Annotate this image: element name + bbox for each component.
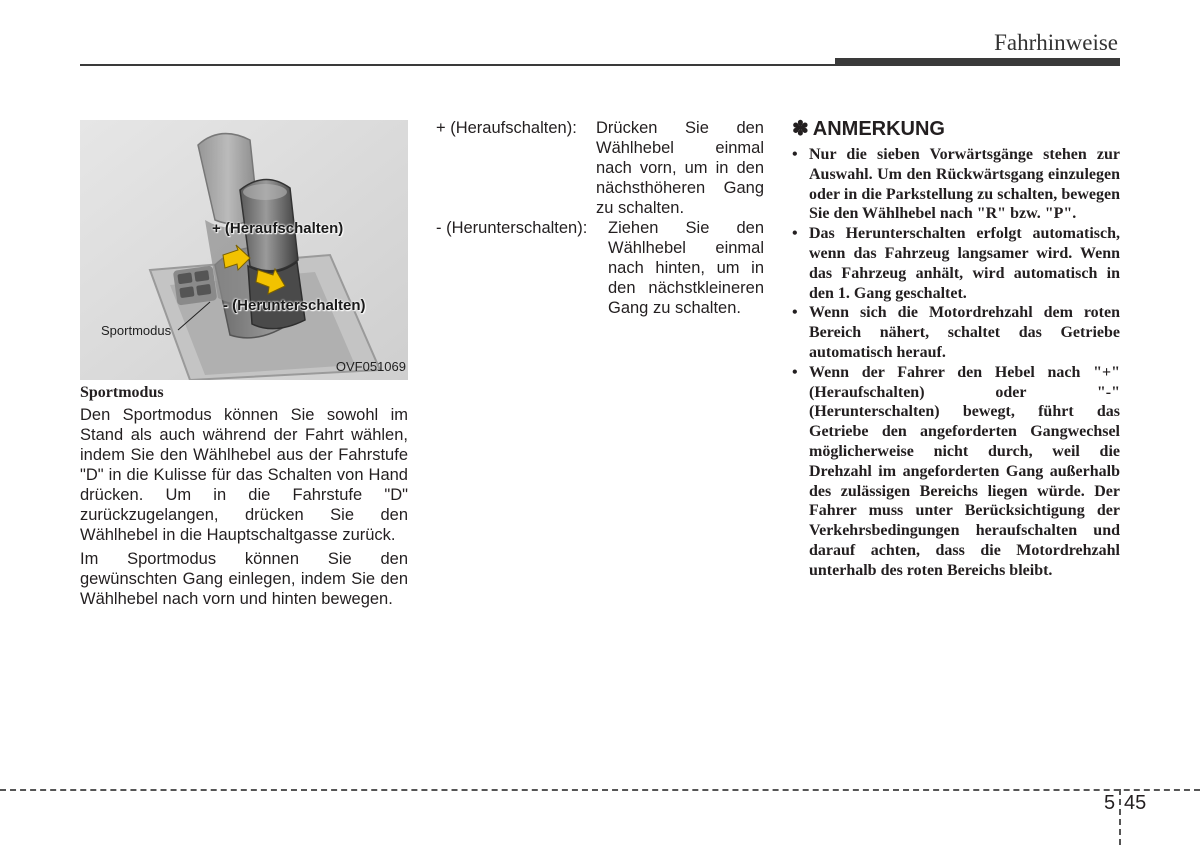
note-heading-text: ANMERKUNG	[812, 118, 945, 140]
sport-mode-callout: Sportmodus	[101, 323, 172, 338]
upshift-label: + (Heraufschalten)	[212, 220, 344, 237]
bullet-icon: •	[792, 363, 798, 381]
note-item: • Wenn der Fahrer den Hebel nach "+" (Heraufschalten) oder "-" (Herunterschalten) bewegt, führt das Getriebe den angeforderten Gangwechsel möglicherweise nicht durch, weil die Drehzahl im angeforderten Gang außerhalb des zulässigen Bereichs liegen würde. Der Fahrer muss unter Berücksichtigung der Verkehrsbedingungen heraufschalten und darauf achten, dass die Motordrehzahl unterhalb des roten Bereichs bleibt.	[792, 363, 1120, 579]
bullet-icon: •	[792, 304, 798, 322]
upshift-definition	[436, 118, 764, 218]
figure-code: OVF051069	[335, 359, 406, 374]
downshift-definition	[436, 218, 764, 338]
note-box	[792, 116, 1120, 581]
gear-shifter-figure	[80, 120, 408, 380]
bullet-icon: •	[792, 225, 798, 243]
paragraph-1: Den Sportmodus können Sie sowohl im Stand als auch während der Fahrt wählen, indem Sie den Wählhebel aus der Fahrstufe "D" in die Kulisse für das Schalten von Hand drücken. Um in die Fahrstufe "D" zurückzugelangen, drücken Sie den Wählhebel in die Hauptschaltgasse zurück.	[80, 406, 408, 544]
downshift-description: Ziehen Sie den Wählhebel einmal nach hinten, um in den nächstkleineren Gang zu schalten.	[608, 219, 764, 317]
page-number: 45	[1124, 792, 1147, 814]
note-list	[792, 145, 1120, 581]
gear-shifter-illustration	[80, 120, 408, 380]
note-item: • Nur die sieben Vorwärtsgänge stehen zur Auswahl. Um den Rückwärtsgang einzulegen oder in die Parkstellung zu schalten, bewegen Sie den Wählhebel nach "R" bzw. "P".	[792, 146, 1120, 223]
note-heading	[792, 116, 1120, 141]
upshift-description: Drücken Sie den Wählhebel einmal nach vorn, um in den nächsthöheren Gang zu schalten.	[596, 119, 764, 217]
left-column	[80, 384, 408, 613]
note-item: • Wenn sich die Motordrehzahl dem roten Bereich nähert, schaltet das Getriebe automatisch herauf.	[792, 304, 1120, 361]
asterisk-icon: ✽	[792, 118, 809, 140]
downshift-term: - (Herunterschalten):	[436, 219, 588, 237]
header-rule-accent	[835, 58, 1120, 66]
section-heading: Sportmodus	[80, 384, 164, 401]
page-header-title: Fahrhinweise	[994, 30, 1118, 55]
bullet-icon: •	[792, 146, 798, 163]
note-item: • Das Herunterschalten erfolgt automatisch, wenn das Fahrzeug langsamer wird. Wenn das Fahrzeug anhält, wird automatisch in den 1. Gang geschaltet.	[792, 225, 1120, 302]
footer-rule	[0, 789, 1200, 791]
paragraph-2: Im Sportmodus können Sie den gewünschten Gang einlegen, indem Sie den Wählhebel nach vorn und hinten bewegen.	[80, 550, 408, 608]
footer-divider	[1119, 789, 1121, 845]
downshift-label: - (Herunterschalten)	[223, 297, 366, 314]
upshift-term: + (Heraufschalten):	[436, 119, 577, 137]
chapter-number: 5	[1104, 792, 1116, 814]
